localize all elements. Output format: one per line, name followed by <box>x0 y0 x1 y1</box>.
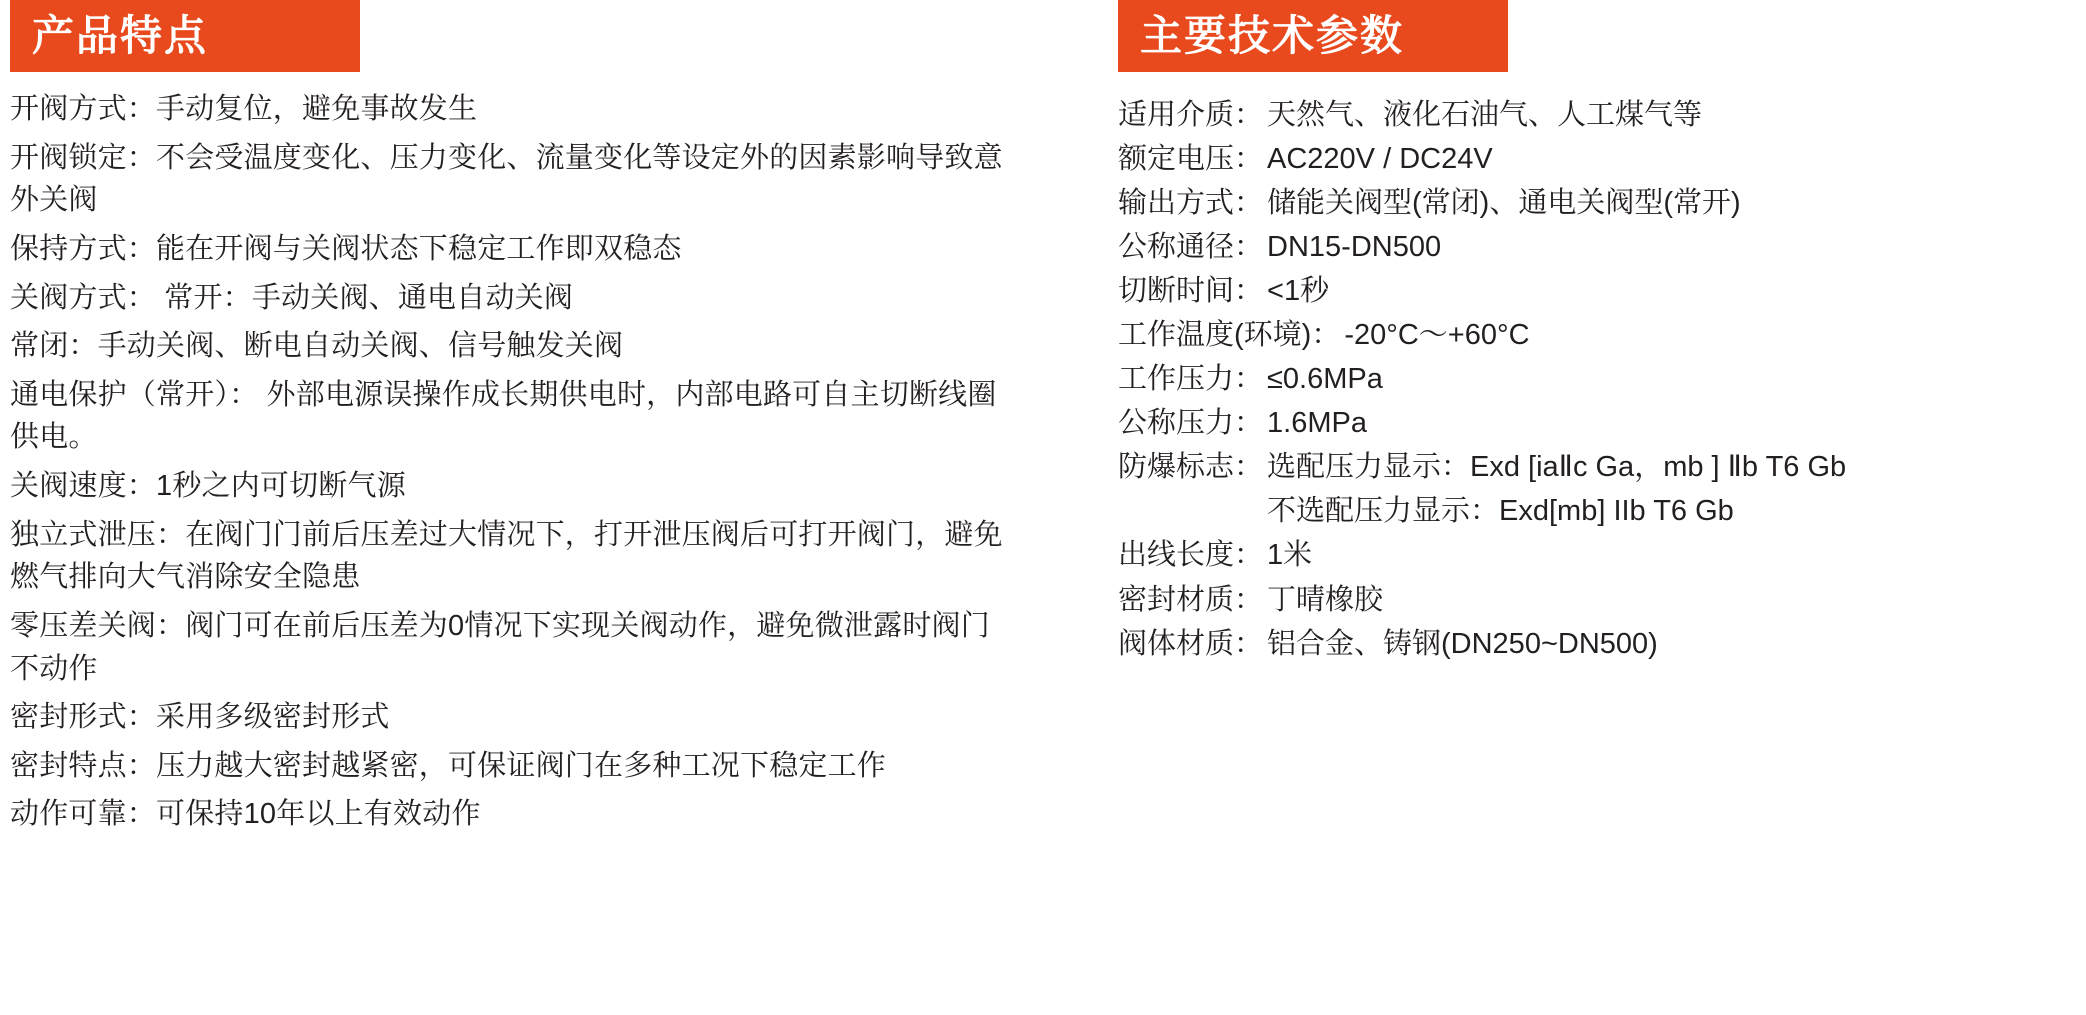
technical-parameters-title: 主要技术参数 <box>1140 12 1405 59</box>
spec-label: 出线长度： <box>1118 539 1264 572</box>
feature-paragraph: 关阀方式： 常开：手动关阀、通电自动关阀 <box>10 281 574 314</box>
spec-label: 额定电压： <box>1118 143 1264 176</box>
spec-label: 输出方式： <box>1118 187 1264 220</box>
feature-paragraph: 通电保护（常开）： 外部电源误操作成长期供电时，内部电路可自主切断线圈供电。 <box>10 378 997 454</box>
feature-paragraph: 密封形式：采用多级密封形式 <box>10 701 390 734</box>
spec-row <box>1118 579 2086 621</box>
feature-paragraph: 密封特点：压力越大密封越紧密，可保证阀门在多种工况下稳定工作 <box>10 749 887 782</box>
spec-value: 储能关阀型(常闭)、通电关阀型(常开) <box>1267 187 1741 220</box>
spec-value: <1秒 <box>1267 275 1330 308</box>
feature-paragraph: 关阀速度：1秒之内可切断气源 <box>10 470 406 502</box>
product-features-body <box>10 72 1040 836</box>
spec-row <box>1118 402 2086 444</box>
spec-value: 1米 <box>1267 539 1313 572</box>
spec-value: 选配压力显示：Exd [iaⅡc Ga，mb ] Ⅱb T6 Gb <box>1267 451 1847 484</box>
spec-row <box>1118 534 2086 576</box>
spec-value: DN15-DN500 <box>1267 231 1442 264</box>
product-features-column <box>0 0 1040 842</box>
spec-row <box>1118 270 2086 312</box>
spec-label: 适用介质： <box>1118 99 1264 131</box>
feature-paragraph: 开阀方式：手动复位，避免事故发生 <box>10 93 478 125</box>
feature-paragraph: 开阀锁定：不会受温度变化、压力变化、流量变化等设定外的因素影响导致意外关阀 <box>10 141 1003 217</box>
spec-label: 防爆标志： <box>1118 451 1264 484</box>
spec-value: 不选配压力显示：Exd[mb] IIb T6 Gb <box>1267 495 1734 528</box>
spec-value: 丁晴橡胶 <box>1267 583 1384 616</box>
spec-label: 工作压力： <box>1118 363 1264 396</box>
spec-label: 公称压力： <box>1118 407 1264 440</box>
feature-paragraph: 常闭：手动关阀、断电自动关阀、信号触发关阀 <box>10 330 624 363</box>
technical-parameters-column <box>1040 0 2086 667</box>
spec-value: 天然气、液化石油气、人工煤气等 <box>1267 99 1703 131</box>
spec-value: ≤0.6MPa <box>1267 363 1383 396</box>
spec-row <box>1118 314 2086 356</box>
spec-row <box>1118 446 2086 488</box>
feature-paragraph: 零压差关阀：阀门可在前后压差为0情况下实现关阀动作，避免微泄露时阀门不动作 <box>10 609 990 685</box>
spec-label: 密封材质： <box>1118 583 1264 616</box>
spec-value: -20°C～+60°C <box>1344 319 1530 352</box>
spec-row <box>1118 358 2086 400</box>
spec-row <box>1118 182 2086 224</box>
spec-label: 阀体材质： <box>1118 627 1264 660</box>
spec-row-continuation <box>1118 490 2086 532</box>
spec-value: 铝合金、铸钢(DN250~DN500) <box>1267 627 1658 660</box>
feature-paragraph: 保持方式：能在开阀与关阀状态下稳定工作即双稳态 <box>10 232 682 265</box>
technical-parameters-body <box>1118 72 2086 665</box>
spec-value: 1.6MPa <box>1267 407 1367 440</box>
feature-paragraph: 独立式泄压：在阀门门前后压差过大情况下，打开泄压阀后可打开阀门，避免燃气排向大气消除安全隐患 <box>10 518 1003 594</box>
product-features-title: 产品特点 <box>32 12 209 59</box>
spec-label: 切断时间： <box>1118 275 1264 308</box>
technical-parameters-header <box>1118 0 1508 72</box>
spec-row <box>1118 226 2086 268</box>
spec-value: AC220V / DC24V <box>1267 143 1493 176</box>
spec-row <box>1118 623 2086 665</box>
spec-label: 工作温度(环境)： <box>1118 319 1341 352</box>
feature-paragraph: 动作可靠：可保持10年以上有效动作 <box>10 798 481 831</box>
spec-row <box>1118 94 2086 136</box>
spec-label: 公称通径： <box>1118 231 1264 264</box>
product-features-header <box>10 0 360 72</box>
spec-row <box>1118 138 2086 180</box>
